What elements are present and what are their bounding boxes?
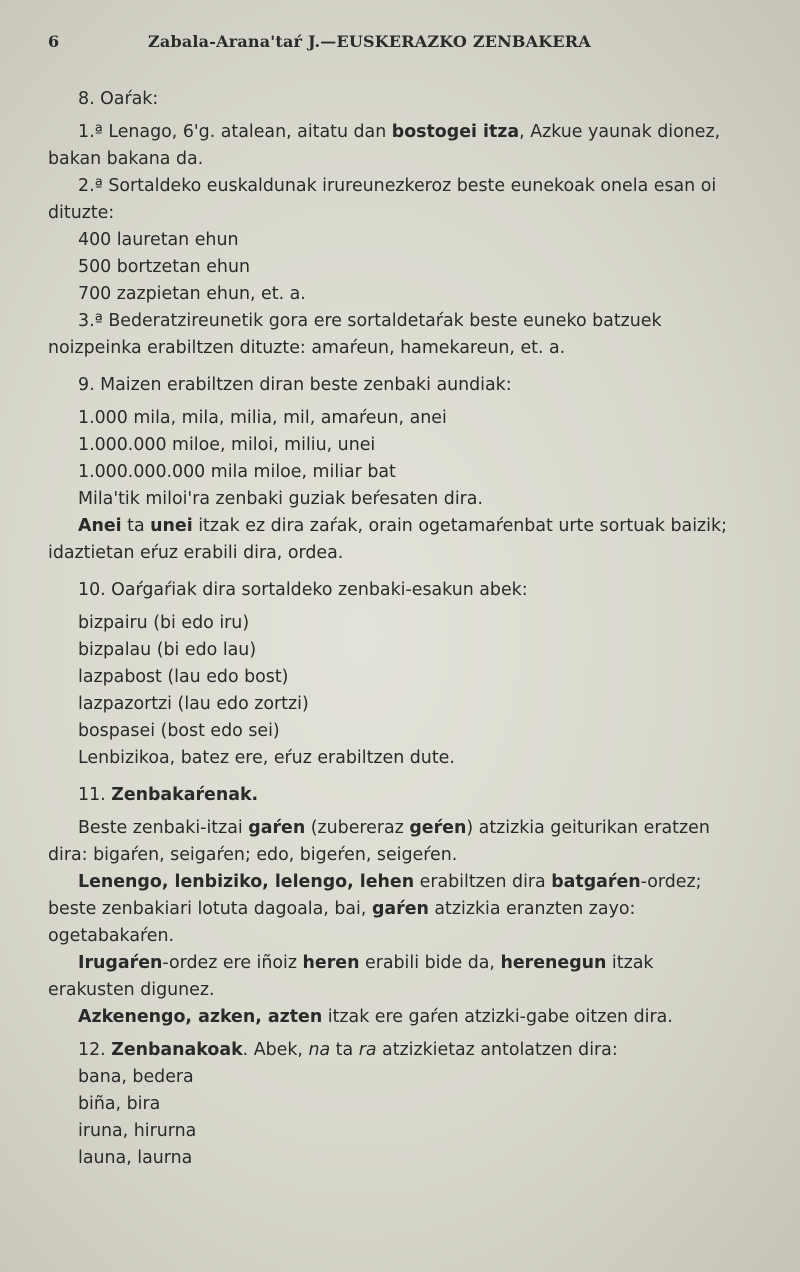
section-10-heading: 10. Oaŕgaŕiak dira sortaldeko zenbaki-esakun abek: [78, 580, 528, 600]
list-item: bizpairu (bi edo iru) [78, 613, 250, 633]
list-item: lazpazortzi (lau edo zortzi) [78, 694, 309, 714]
section-8-note-1: 1.ª Lenago, 6'g. atalean, aitatu dan bostogei itza, Azkue yaunak dionez, bakan bakana da. [48, 122, 721, 169]
list-item: 700 zazpietan ehun, et. a. [78, 284, 306, 304]
section-8-heading: 8. Oaŕak: [78, 89, 159, 109]
list-item: iruna, hirurna [78, 1121, 197, 1141]
list-item: bana, bedera [78, 1067, 194, 1087]
section-11-paragraph-1: Beste zenbaki-itzai gaŕen (zubereraz geŕen) atzizkia geiturikan eratzen dira: bigaŕen, seigaŕen; edo, bigeŕen, seigeŕen. [48, 818, 710, 865]
list-item: launa, laurna [78, 1148, 193, 1168]
list-item: 400 lauretan ehun [78, 230, 239, 250]
running-title: Zabala-Arana'taŕ J.—EUSKERAZKO ZENBAKERA [148, 32, 591, 51]
list-item: 1.000.000 miloe, miloi, miliu, unei [78, 435, 376, 455]
list-item: Lenbizikoa, batez ere, eŕuz erabiltzen dute. [78, 748, 455, 768]
section-8-note-3: 3.ª Bederatzireunetik gora ere sortaldetaŕak beste euneko batzuek noizpeinka erabiltzen dituzte: amaŕeun, hamekareun, et. a. [48, 311, 662, 358]
section-9-heading: 9. Maizen erabiltzen diran beste zenbaki aundiak: [78, 375, 512, 395]
list-item: 1.000.000.000 mila miloe, miliar bat [78, 462, 396, 482]
section-12-heading: 12. Zenbanakoak. Abek, na ta ra atzizkietaz antolatzen dira: [78, 1040, 618, 1060]
page-number: 6 [48, 32, 60, 51]
list-item: biña, bira [78, 1094, 161, 1114]
page-header [48, 30, 760, 58]
list-item: lazpabost (lau edo bost) [78, 667, 289, 687]
list-item: bospasei (bost edo sei) [78, 721, 280, 741]
section-11-paragraph-4: Azkenengo, azken, azten itzak ere gaŕen atzizki-gabe oitzen dira. [78, 1007, 673, 1027]
list-item: 1.000 mila, mila, milia, mil, amaŕeun, anei [78, 408, 447, 428]
section-11-heading: 11. Zenbakaŕenak. [78, 785, 259, 805]
section-11-paragraph-3: Irugaŕen-ordez ere iñoiz heren erabili bide da, herenegun itzak erakusten digunez. [48, 953, 654, 1000]
section-9-paragraph: Anei ta unei itzak ez dira zaŕak, orain ogetamaŕenbat urte sortuak baizik; idaztietan eŕuz erabili dira, ordea. [48, 516, 727, 563]
section-11-paragraph-2: Lenengo, lenbiziko, lelengo, lehen erabiltzen dira batgaŕen-ordez; beste zenbakiari lotuta dagoala, bai, gaŕen atzizkia eranzten zayo: ogetabakaŕen. [48, 872, 702, 946]
list-item: bizpalau (bi edo lau) [78, 640, 257, 660]
page-body [48, 86, 738, 1172]
list-item: 500 bortzetan ehun [78, 257, 250, 277]
list-item: Mila'tik miloi'ra zenbaki guziak beŕesaten dira. [78, 489, 483, 509]
section-8-note-2: 2.ª Sortaldeko euskaldunak irureunezkeroz beste eunekoak onela esan oi dituzte: [48, 176, 717, 223]
